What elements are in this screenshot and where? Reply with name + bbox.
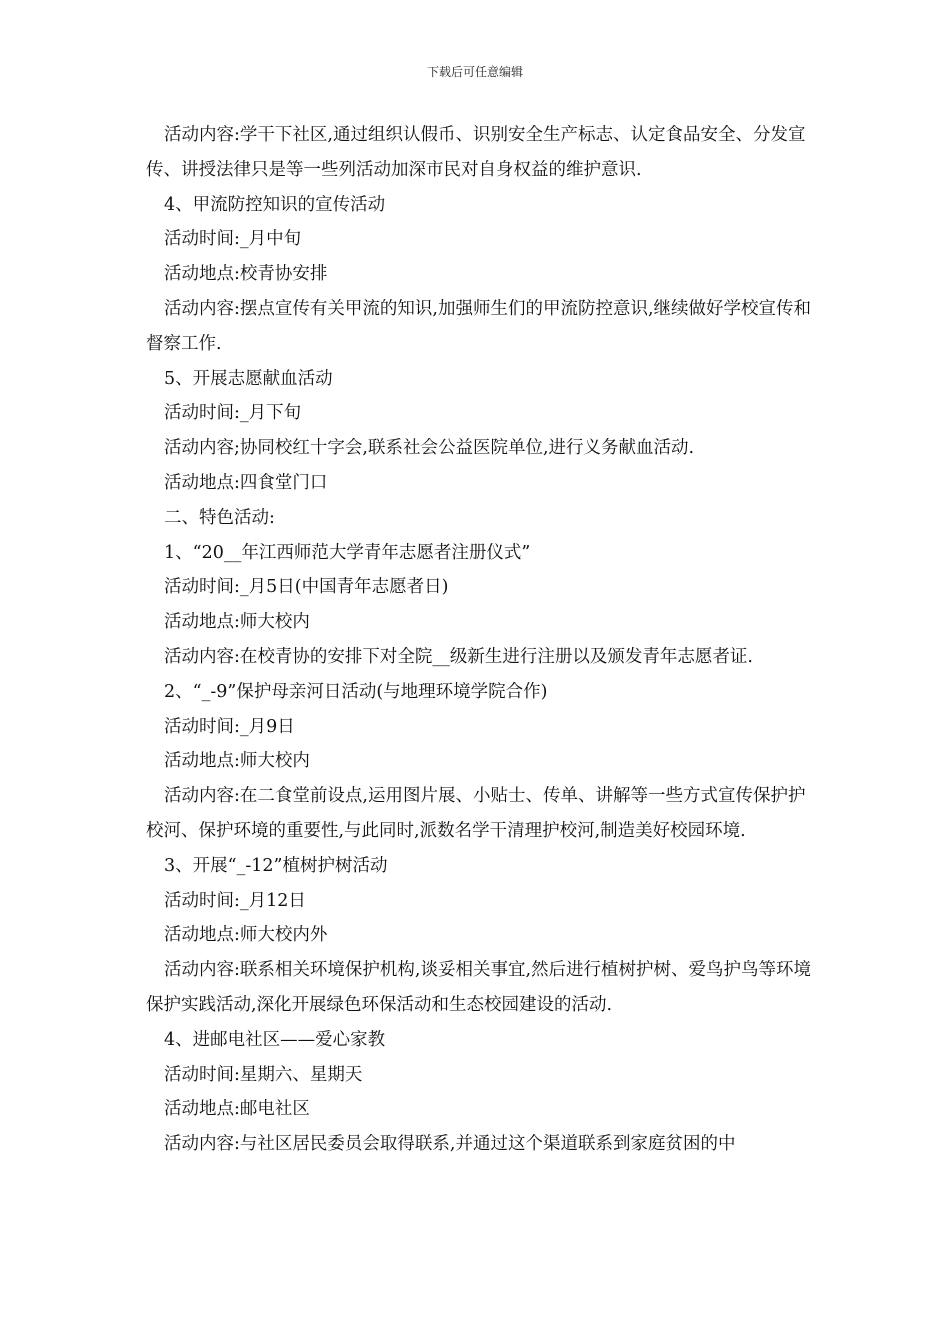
section-heading: 4、进邮电社区——爱心家教 [164,1029,386,1050]
section-heading: 5、开展志愿献血活动 [164,368,333,389]
paragraph: 活动地点:邮电社区 [164,1099,310,1120]
section-heading: 4、甲流防控知识的宣传活动 [164,194,386,215]
paragraph: 活动地点:四食堂门口 [164,472,328,493]
paragraph: 活动地点:校青协安排 [164,264,328,285]
section-heading: 二、特色活动: [164,507,275,528]
section-heading: 3、开展“_-12”植树护树活动 [164,855,388,876]
paragraph: 活动内容:在二食堂前设点,运用图片展、小贴士、传单、讲解等一些方式宣传保护护校河、保护环境的重要性,与此同时,派数名学干清理护校河,制造美好校园环境. [146,786,806,841]
paragraph: 活动地点:师大校内 [164,612,310,633]
paragraph: 活动内容:在校青协的安排下对全院__级新生进行注册以及颁发青年志愿者证. [164,646,753,667]
paragraph: 活动时间:_月中旬 [164,229,302,250]
page-header: 下载后可任意编辑 [426,65,523,79]
paragraph: 活动时间:星期六、星期天 [164,1064,363,1085]
paragraph: 活动内容:与社区居民委员会取得联系,并通过这个渠道联系到家庭贫困的中 [164,1134,736,1155]
document-body [146,118,816,1162]
paragraph: 活动地点:师大校内 [164,751,310,772]
paragraph: 活动内容;协同校红十字会,联系社会公益医院单位,进行义务献血活动. [164,438,695,459]
paragraph: 活动时间:_月9日 [164,716,295,737]
paragraph: 活动内容:学干下社区,通过组织认假币、识别安全生产标志、认定食品安全、分发宣传、讲授法律只是等一些列活动加深市民对自身权益的维护意识. [146,125,806,180]
paragraph: 活动时间:_月下旬 [164,403,302,424]
paragraph: 活动时间:_月5日(中国青年志愿者日) [164,577,449,598]
paragraph: 活动内容:联系相关环境保护机构,谈妥相关事宜,然后进行植树护树、爱鸟护鸟等环境保护实践活动,深化开展绿色环保活动和生态校园建设的活动. [146,960,812,1015]
paragraph: 活动内容:摆点宣传有关甲流的知识,加强师生们的甲流防控意识,继续做好学校宣传和督察工作. [146,298,812,354]
section-heading: 1、“20__年江西师范大学青年志愿者注册仪式” [164,542,531,563]
paragraph: 活动地点:师大校内外 [164,925,328,946]
section-heading: 2、“_-9”保护母亲河日活动(与地理环境学院合作) [164,681,548,702]
paragraph: 活动时间:_月12日 [164,890,306,911]
